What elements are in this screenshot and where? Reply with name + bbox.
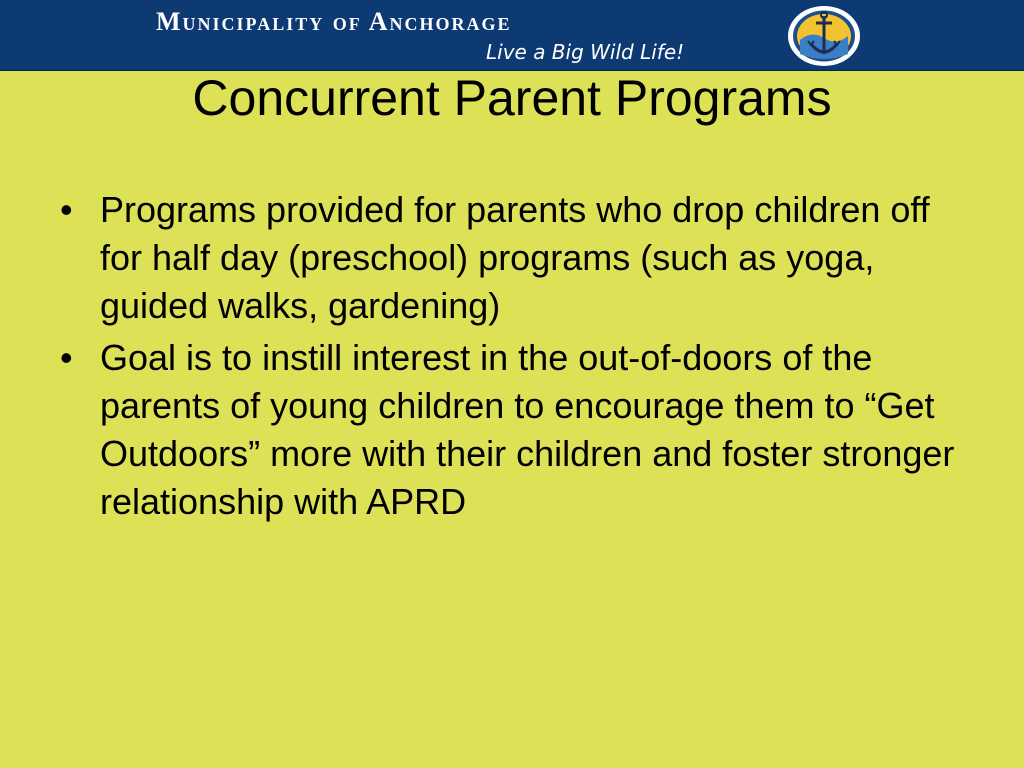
bullet-text: Goal is to instill interest in the out-of-doors of the parents of young children to encourage them to “Get Outdoors” more with their children and foster stronger relationship with APRD xyxy=(100,337,955,522)
tagline: Live a Big Wild Life! xyxy=(486,40,685,64)
bullet-list xyxy=(60,186,960,530)
bullet-marker: • xyxy=(60,337,73,378)
municipality-title: Municipality of Anchorage xyxy=(156,7,512,36)
header-banner xyxy=(0,0,1024,71)
bullet-text: Programs provided for parents who drop children off for half day (preschool) programs (such as yoga, guided walks, gardening) xyxy=(100,189,930,326)
bullet-item xyxy=(60,186,960,330)
slide-title: Concurrent Parent Programs xyxy=(192,70,832,126)
anchorage-seal-icon xyxy=(786,4,862,68)
bullet-item xyxy=(60,334,960,526)
bullet-marker: • xyxy=(60,189,73,230)
